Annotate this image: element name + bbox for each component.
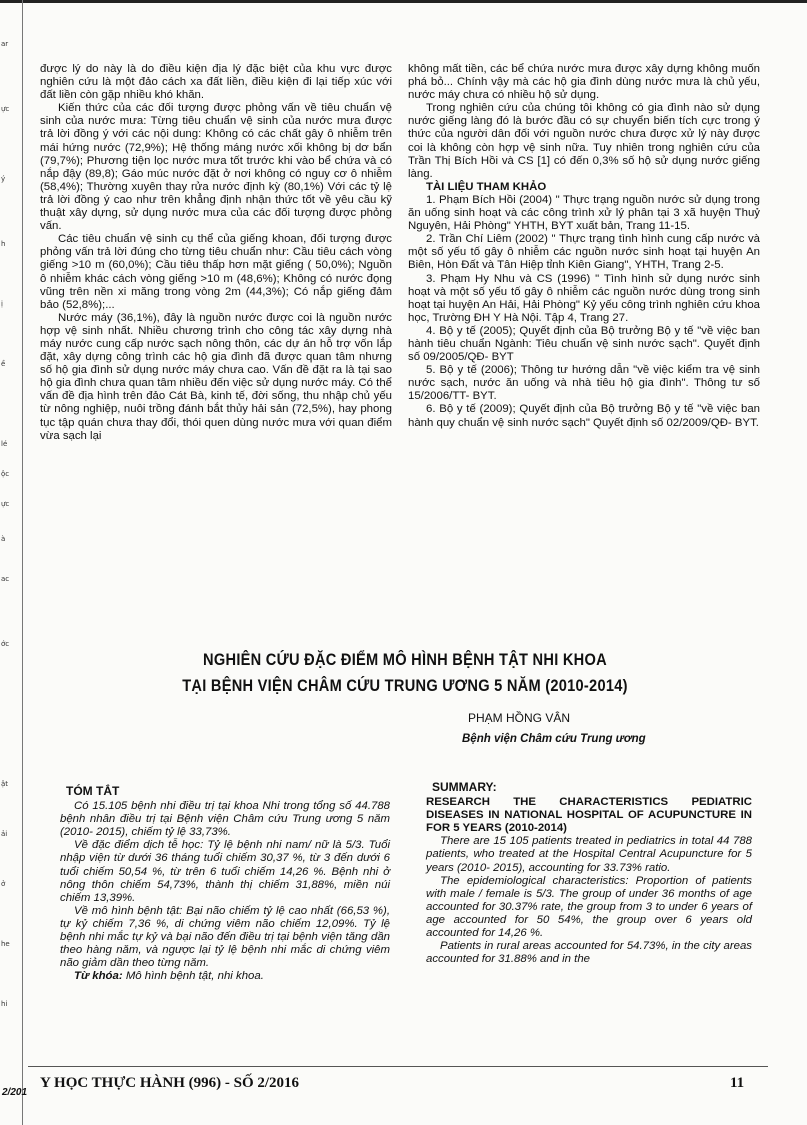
margin-fragment: hi (1, 1000, 8, 1008)
page-number: 11 (730, 1075, 745, 1091)
author-name: PHẠM HỒNG VÂN (468, 711, 571, 725)
reference-item: 3. Phạm Hy Nhu và CS (1996) " Tình hình sử dụng nước sinh hoạt và một số yếu tố gây ô nhiễm các nguồn nước dùng trong sinh hoạt tại huyện An Hải, Hải Phòng" Kỷ yếu công trình nghiên cứu khoa học, Trường ĐH Y Hà Nội. Tập 4, Trang 27. (408, 272, 760, 324)
article-title-line-2: TẠI BỆNH VIỆN CHÂM CỨU TRUNG ƯƠNG 5 NĂM (2010-2014) (182, 676, 628, 695)
margin-fragment: ải (1, 830, 8, 838)
keywords-label: Từ khóa: (74, 970, 123, 983)
right-text-column (408, 63, 760, 430)
keywords-text: Mô hình bệnh tật, nhi khoa. (125, 970, 264, 983)
margin-corner-number: 2/201 (2, 1087, 28, 1098)
journal-name: Y HỌC THỰC HÀNH (996) - SỐ 2/2016 (40, 1075, 300, 1091)
reference-item: 5. Bộ y tế (2006); Thông tư hướng dẫn "về việc kiểm tra vệ sinh nước sạch, nước ăn uống và nhà tiêu hộ gia đình". Thông tư số 15/2006/TT- BYT. (408, 364, 760, 403)
reference-item: 1. Phạm Bích Hồi (2004) " Thực trạng nguồn nước sử dụng trong ăn uống sinh hoạt và các công trình xử lý phân tại 3 xã huyện Thuỷ Nguyên, Hải Phòng" YHTH, BYT xuất bản, Trang 11-15. (408, 193, 760, 233)
summary-heading: SUMMARY: (432, 780, 497, 794)
summary-paragraph: Patients in rural areas accounted for 54.73%, in the city areas accounted for 31.88% and in the (426, 940, 752, 966)
reference-item: 4. Bộ y tế (2005); Quyết định của Bộ trưởng Bộ y tế "về việc ban hành tiêu chuẩn Ngành: Tiêu chuẩn vệ sinh nước sạch". Quyết định số 09/2005/QĐ- BYT (408, 324, 760, 364)
margin-fragment: ac (1, 575, 10, 583)
abstract-heading: TÓM TẮT (66, 784, 120, 798)
margin-fragment: ực (1, 105, 10, 113)
margin-fragment: ộc (1, 470, 10, 478)
article-title-line-1: NGHIÊN CỨU ĐẶC ĐIỂM MÔ HÌNH BỆNH TẬT NHI KHOA (203, 650, 607, 669)
abstract-paragraph: Có 15.105 bệnh nhi điều trị tại khoa Nhi trong tổng số 44.788 bệnh nhân điều trị tại Bệnh viện Châm cứu Trung ương 5 năm (2010- 2015), chiếm tỷ lệ 33,73%. (60, 800, 390, 839)
margin-fragment: ở (1, 880, 6, 888)
margin-fragment: ề (1, 360, 6, 368)
previous-page-margin (0, 0, 23, 1125)
keywords-line (60, 970, 390, 983)
summary-title: RESEARCH THE CHARACTERISTICS PEDIATRIC DISEASES IN NATIONAL HOSPITAL OF ACUPUNCTURE IN FOR 5 YEARS (2010-2014) (426, 796, 752, 835)
abstract-english (426, 781, 752, 966)
abstract-paragraph: Về mô hình bệnh tật: Bại não chiếm tỷ lệ cao nhất (66,53 %), tự kỷ chiếm 7,36 %, di chứng viêm não chiếm 12,09%. Tỷ lệ bệnh nhi mắc tự kỷ và bại não đến điều trị tại bệnh viện tăng dần theo hàng năm, và ngược lại tỷ lệ bệnh nhi mắc di chứng viêm não giảm dần theo từng năm. (60, 904, 390, 970)
margin-fragment: h (1, 240, 6, 248)
margin-fragment: ật (1, 780, 9, 788)
references-heading: TÀI LIỆU THAM KHẢO (426, 180, 547, 193)
margin-fragment: ý (1, 175, 6, 183)
summary-paragraph: The epidemiological characteristics: Proportion of patients with male / female is 5/3. The group of under 36 months of age accounted for 30.37% rate, the group from 3 to under 6 years of age accounted for 50 54%, the group over 6 years old accounted for 14,26 %. (426, 874, 752, 940)
margin-fragment: lé (1, 440, 8, 448)
margin-fragment: ar (1, 40, 9, 48)
margin-fragment: he (1, 940, 10, 948)
top-border (0, 0, 807, 3)
margin-fragment: à (1, 535, 6, 543)
footer-divider (28, 1066, 768, 1067)
abstract-vietnamese (60, 785, 390, 983)
abstract-paragraph: Về đặc điểm dịch tễ học: Tỷ lệ bệnh nhi nam/ nữ là 5/3. Tuổi nhập viện từ dưới 36 tháng tuổi chiếm 30,37 %, từ 3 đến dưới 6 tuổi chiếm 50,54 %, từ trên 6 tuổi chiếm 14,26 %. Bệnh nhi ở nông thôn chiếm 54,73%, thành thị chiếm 31,88%, miền núi chiếm 13,39%. (60, 839, 390, 904)
body-paragraph: Trong nghiên cứu của chúng tôi không có gia đình nào sử dụng nước giếng làng đó là bước đầu có sự chuyển biến tích cực trong ý thức của người dân đối với nguồn nước chưa được xử lý này được coi là không còn hợp vệ sinh nữa. Tuy nhiên trong nghiên cứu của Trần Thị Bích Hồi và CS [1] có đến 0,3% số hộ sử dụng nước giếng làng. (408, 102, 760, 180)
reference-item: 6. Bộ y tế (2009); Quyết định của Bộ trưởng Bộ y tế "về việc ban hành quy chuẩn vệ sinh nước sạch" Quyết định số 02/2009/QĐ- BYT. (408, 403, 760, 429)
reference-item: 2. Trần Chí Liêm (2002) " Thực trạng tình hình cung cấp nước và một số yếu tố gây ô nhiễm các nguồn nước sinh hoạt tại huyện An Biên, Hòn Đất và Tân Hiệp tỉnh Kiên Giang", YHTH, Trang 2-5. (408, 233, 760, 272)
body-paragraph: không mất tiền, các bể chứa nước mưa được xây dựng không muốn phá bỏ... Chính vậy mà các hộ gia đình dùng nước mưa là chủ yếu, nước máy chưa có nhiều hộ sử dụng. (408, 63, 760, 102)
left-text-column (40, 63, 392, 443)
body-paragraph: Các tiêu chuẩn vệ sinh cụ thể của giếng khoan, đối tượng được phỏng vấn trả lời đúng cho từng tiêu chuẩn như: Cầu tiêu cách vòng giếng >10 m (60,0%); Cầu tiêu thấp hơn mặt giếng ( 50,0%); Nguồn ô nhiễm khác cách vòng giếng >10 m (48,6%); Không có nước đọng vũng trên nền xi măng trong vòng 2m (44,3%); Có nắp giếng đảm bảo (52,8%);... (40, 233, 392, 311)
summary-paragraph: There are 15 105 patients treated in pediatrics in total 44 788 patients, who treated at the Hospital Central Acupuncture for 5 years (2010- 2015), accounting for 33.73% ratio. (426, 835, 752, 874)
body-paragraph: Kiến thức của các đối tượng được phỏng vấn về tiêu chuẩn vệ sinh của nước mưa: Từng tiêu chuẩn vệ sinh của nước mưa được trả lời đồng ý với các nội dung: Không có các chất gây ô nhiễm trên mái hứng nước (72,9%); Hệ thống máng nước xối không bị dơ bẩn (79,7%); Phương tiện lọc nước mưa tốt trước khi vào bể chứa và có nắp đậy (89,8); Gáo múc nước đặt ở nơi không có nguy cơ ô nhiễm (58,4%); Thường xuyên thay rửa nước định kỳ (80,1%) Với các tỷ lệ trả lời đồng ý cao như trên khẳng định nhận thức tốt về yêu cầu kỹ thuật xây dựng, sử dụng nước mưa của các đối tượng được phỏng vấn. (40, 102, 392, 233)
margin-fragment: ực (1, 500, 10, 508)
author-affiliation: Bệnh viện Châm cứu Trung ương (462, 733, 646, 745)
margin-fragment: ị (1, 300, 3, 308)
body-paragraph: được lý do này là do điều kiện địa lý đặc biệt của khu vực được nghiên cứu là một đảo cách xa đất liền, điều kiện đi lại tiếp xúc với đất liền còn gặp nhiều khó khăn. (40, 63, 392, 102)
body-paragraph: Nước máy (36,1%), đây là nguồn nước được coi là nguồn nước hợp vệ sinh nhất. Nhiều chương trình cho công tác xây dựng nhà máy nước cung cấp nước sạch nông thôn, các dự án hỗ trợ vốn lắp đặt, xây dựng công trình các hộ gia đình đã được quan tâm nhưng số hộ gia đình sử dụng nước máy chưa cao. Vấn đề đặt ra là tại sao hộ gia đình chưa quan tâm nhiều đến việc sử dụng nước máy. Có thể vấn đề địa hình trên đảo Cát Bà, kinh tế, đời sống, thu nhập chủ yếu từ nông nghiệp, nuôi trồng đánh bắt thủy hải sản (72,5%), hay phong tục tập quán chưa thay đổi, thói quen dùng nước mưa với quan điểm vừa sạch lại (40, 311, 392, 442)
margin-fragment: ớc (1, 640, 10, 648)
